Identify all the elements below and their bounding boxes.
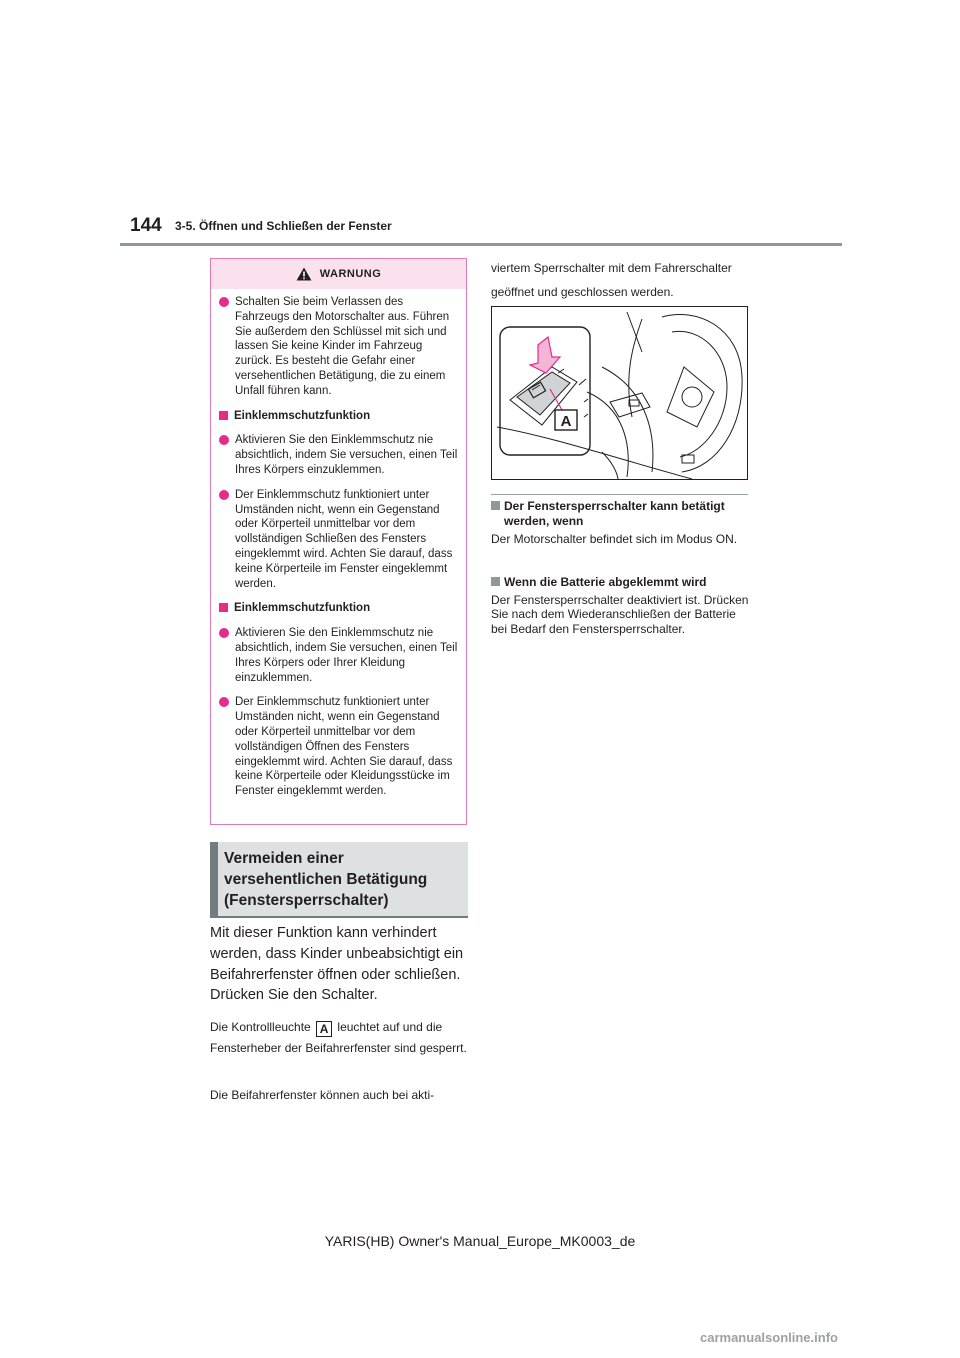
bullet-dot-icon: [219, 490, 229, 500]
warning-item: Der Einklemmschutz funktioniert unter Umständen nicht, wenn ein Gegenstand oder Körperteil unmittelbar vor dem vollständigen Schließen des Fensters eingeklemmt wird. Achten Sie darauf, dass keine Körperteile im Fenster eingeklemmt werden.: [219, 488, 460, 592]
footer-text: YARIS(HB) Owner's Manual_Europe_MK0003_de: [324, 1233, 636, 1249]
body-paragraph: Drücken Sie den Schalter.: [210, 987, 378, 1003]
subsection-bar: [210, 842, 218, 916]
subsection-heading-box: [210, 842, 468, 918]
bullet-dot-icon: [219, 697, 229, 707]
body-paragraph: Die Kontrollleuchte A leuchtet auf und die Fensterheber der Beifahrerfenster sind gesperrt.: [210, 1020, 467, 1055]
warning-item: Aktivieren Sie den Einklemmschutz nie absichtlich, indem Sie versuchen, einen Teil Ihres Körpers oder Ihrer Kleidung einzuklemmen.: [219, 626, 460, 685]
info-heading: Wenn die Batterie abgeklemmt wird: [491, 575, 749, 590]
divider-rule: [491, 494, 748, 495]
warning-item: Schalten Sie beim Verlassen des Fahrzeugs den Motorschalter aus. Führen Sie außerdem den Schlüssel mit sich und lassen Sie keine Kinder im Fahrzeug zurück. Es besteht die Gefahr einer versehentlichen Betätigung, die zu einem Unfall führen kann.: [219, 295, 460, 399]
warning-item: Der Einklemmschutz funktioniert unter Umständen nicht, wenn ein Gegenstand oder Körperteil unmittelbar vor dem vollständigen Öffnen des Fensters eingeklemmt wird. Achten Sie darauf, dass keine Körperteile oder Kleidungsstücke im Fenster eingeklemmt werden.: [219, 695, 460, 799]
bullet-dot-icon: [219, 297, 229, 307]
info-body: Der Motorschalter befindet sich im Modus ON.: [491, 532, 738, 546]
figure-illustration: [491, 306, 748, 480]
door-switch-illustration: [492, 307, 747, 479]
bullet-square-icon: [491, 501, 500, 510]
info-body: Der Fenstersperrschalter deaktiviert ist. Drücken Sie nach dem Wiederanschließen der Batterie bei Bedarf den Fenstersperrschalter.: [491, 592, 749, 636]
warning-item: Aktivieren Sie den Einklemmschutz nie absichtlich, indem Sie versuchen, einen Teil Ihres Körpers einzuklemmen.: [219, 433, 460, 477]
body-paragraph: Die Beifahrerfenster können auch bei akti-: [210, 1088, 435, 1102]
section-heading: 3-5. Öffnen und Schließen der Fenster: [175, 219, 392, 233]
bullet-square-icon: [219, 411, 228, 420]
bullet-square-icon: [219, 603, 228, 612]
info-block: [491, 575, 749, 636]
warning-content: [219, 295, 460, 809]
warning-subheading: Einklemmschutzfunktion: [219, 601, 460, 616]
bullet-dot-icon: [219, 628, 229, 638]
callout-badge: A: [316, 1021, 332, 1037]
subsection-title: Vermeiden einer versehentlichen Betätigung (Fenstersperrschalter): [224, 850, 428, 909]
watermark: carmanualsonline.info: [700, 1330, 838, 1345]
body-paragraph: Mit dieser Funktion kann verhindert werden, dass Kinder unbeabsichtigt ein Beifahrerfenster öffnen oder schließen.: [210, 925, 464, 983]
figure-label: A: [560, 413, 572, 430]
bullet-dot-icon: [219, 435, 229, 445]
header-rule: [120, 243, 842, 246]
warning-triangle-icon: [296, 267, 312, 281]
page-number: 144: [130, 215, 162, 236]
warning-title: WARNUNG: [319, 268, 382, 280]
bullet-square-icon: [491, 577, 500, 586]
info-heading: Der Fenstersperrschalter kann betätigt werden, wenn: [491, 499, 749, 528]
warning-subheading: Einklemmschutzfunktion: [219, 409, 460, 424]
body-paragraph: viertem Sperrschalter mit dem Fahrerschalter geöffnet und geschlossen werden.: [491, 261, 732, 299]
warning-box: [210, 258, 467, 825]
warning-header: [211, 259, 466, 289]
info-block: [491, 499, 749, 547]
